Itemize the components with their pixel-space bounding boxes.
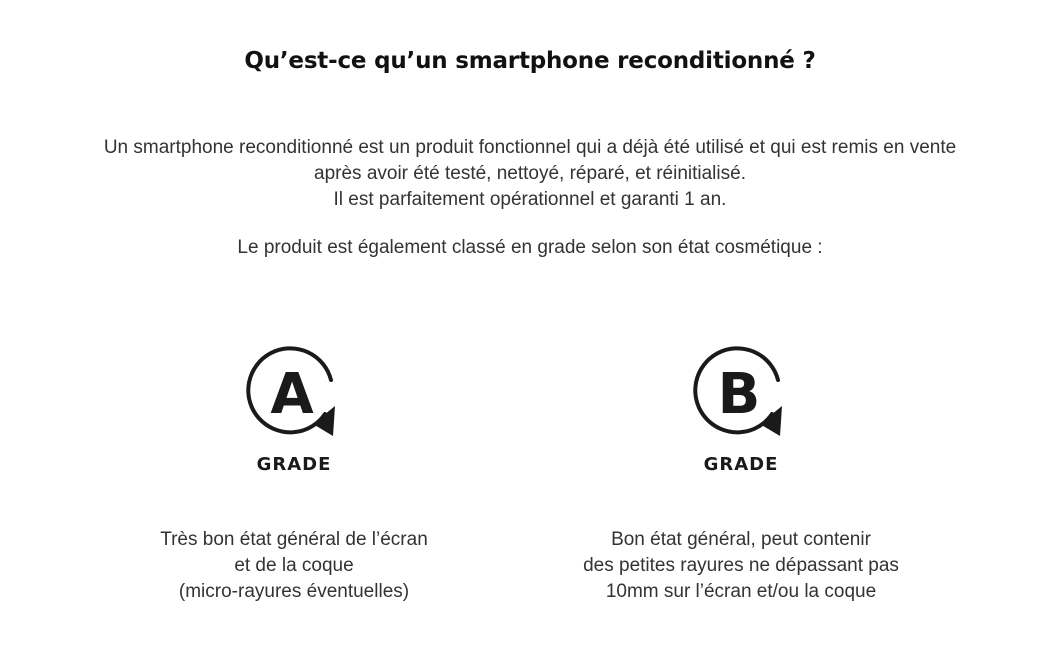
grade-a-description <box>94 527 494 605</box>
grade-a-desc-line-1: Très bon état général de l’écran <box>160 529 428 550</box>
page-title: Qu’est-ce qu’un smartphone reconditionné ? <box>244 48 816 75</box>
grade-b-description <box>541 527 941 605</box>
grade-a-block <box>94 340 494 605</box>
intro-line-2: après avoir été testé, nettoyé, réparé, et réinitialisé. <box>314 163 746 184</box>
intro-text <box>0 135 1060 261</box>
grade-b-desc-line-3: 10mm sur l’écran et/ou la coque <box>605 581 877 602</box>
intro-line-3: Il est parfaitement opérationnel et garanti 1 an. <box>333 189 727 210</box>
grades-intro: Le produit est également classé en grade selon son état cosmétique : <box>237 237 823 258</box>
grade-a-desc-line-2: et de la coque <box>234 555 354 576</box>
grade-b-desc-line-1: Bon état général, peut contenir <box>611 529 871 550</box>
grade-a-desc-line-3: (micro-rayures éventuelles) <box>178 581 410 602</box>
grade-a-letter: A <box>270 362 314 427</box>
grade-b-letter: B <box>717 362 761 427</box>
intro-line-1: Un smartphone reconditionné est un produit fonctionnel qui a déjà été utilisé et qui est remis en vente <box>103 137 957 158</box>
grade-a-label: GRADE <box>256 454 332 475</box>
grade-b-block <box>541 340 941 605</box>
grade-b-label: GRADE <box>703 454 779 475</box>
grade-b-circular-arrow-icon <box>686 340 796 450</box>
grade-a-circular-arrow-icon <box>239 340 349 450</box>
grade-b-desc-line-2: des petites rayures ne dépassant pas <box>583 555 899 576</box>
